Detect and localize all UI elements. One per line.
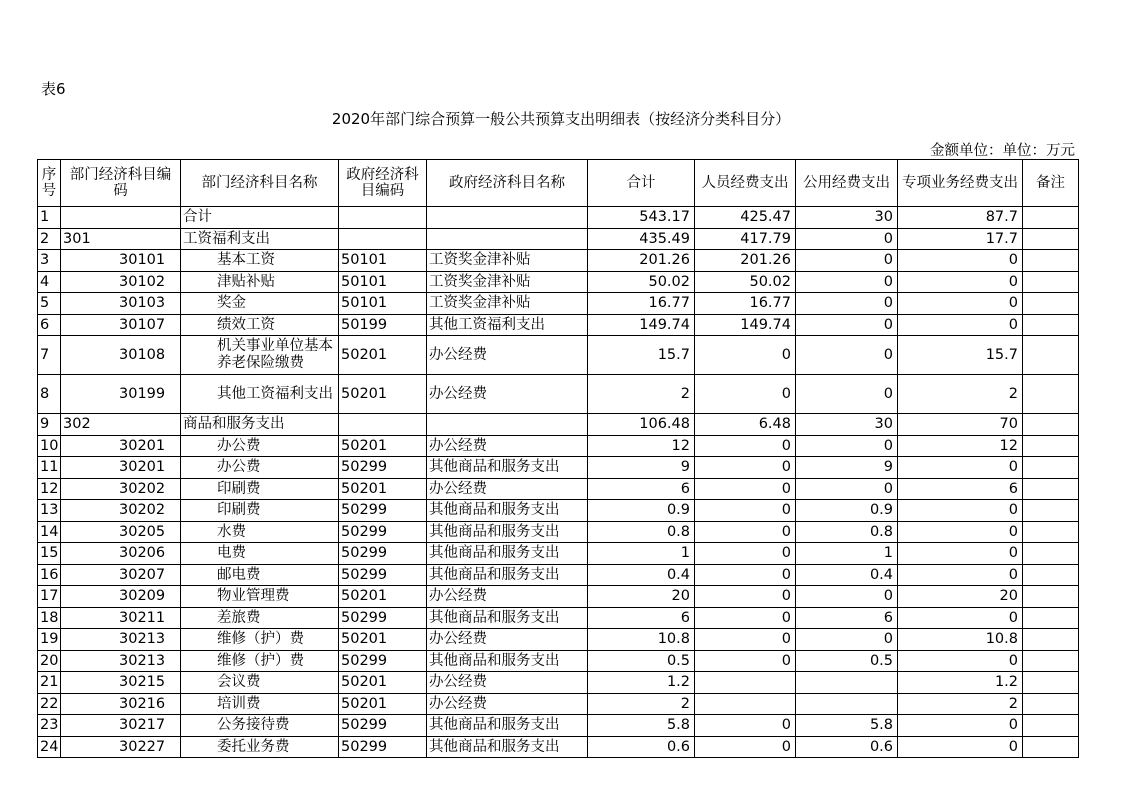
cell-personnel: 0 bbox=[695, 736, 796, 758]
cell-total: 1 bbox=[588, 543, 695, 565]
cell-personnel: 0 bbox=[695, 715, 796, 737]
cell-seq: 18 bbox=[38, 607, 61, 629]
cell-gov-code: 50201 bbox=[339, 375, 427, 414]
cell-seq: 13 bbox=[38, 500, 61, 522]
cell-seq: 3 bbox=[38, 250, 61, 272]
cell-special: 15.7 bbox=[898, 336, 1023, 375]
page-title: 2020年部门综合预算一般公共预算支出明细表（按经济分类科目分） bbox=[331, 110, 791, 128]
cell-dept-name: 其他工资福利支出 bbox=[181, 375, 339, 414]
cell-personnel: 0 bbox=[695, 543, 796, 565]
cell-seq: 12 bbox=[38, 478, 61, 500]
cell-special: 17.7 bbox=[898, 228, 1023, 250]
cell-gov-code bbox=[339, 228, 427, 250]
cell-gov-code: 50299 bbox=[339, 607, 427, 629]
cell-dept-code: 30201 bbox=[61, 457, 181, 479]
cell-total: 201.26 bbox=[588, 250, 695, 272]
table-number: 表6 bbox=[41, 80, 66, 98]
cell-dept-code: 30206 bbox=[61, 543, 181, 565]
cell-gov-code: 50299 bbox=[339, 500, 427, 522]
cell-dept-code: 30217 bbox=[61, 715, 181, 737]
cell-seq: 4 bbox=[38, 271, 61, 293]
cell-remark bbox=[1023, 736, 1079, 758]
cell-special: 0 bbox=[898, 250, 1023, 272]
table-row bbox=[38, 693, 1079, 715]
cell-public: 0 bbox=[796, 293, 898, 315]
cell-public: 0.6 bbox=[796, 736, 898, 758]
cell-gov-code: 50299 bbox=[339, 650, 427, 672]
cell-personnel: 0 bbox=[695, 336, 796, 375]
cell-seq: 1 bbox=[38, 207, 61, 229]
cell-dept-code: 30227 bbox=[61, 736, 181, 758]
cell-dept-code: 30101 bbox=[61, 250, 181, 272]
header-public: 公用经费支出 bbox=[796, 160, 898, 207]
cell-seq: 21 bbox=[38, 672, 61, 694]
cell-public: 6 bbox=[796, 607, 898, 629]
cell-gov-code: 50299 bbox=[339, 736, 427, 758]
header-personnel: 人员经费支出 bbox=[695, 160, 796, 207]
cell-gov-name: 办公经费 bbox=[427, 672, 588, 694]
cell-personnel: 417.79 bbox=[695, 228, 796, 250]
cell-dept-code: 30211 bbox=[61, 607, 181, 629]
cell-special: 0 bbox=[898, 607, 1023, 629]
cell-public: 0.5 bbox=[796, 650, 898, 672]
cell-personnel: 0 bbox=[695, 500, 796, 522]
table-row bbox=[38, 207, 1079, 229]
cell-gov-name: 办公经费 bbox=[427, 586, 588, 608]
cell-dept-name: 邮电费 bbox=[181, 564, 339, 586]
cell-dept-code: 301 bbox=[61, 228, 181, 250]
cell-remark bbox=[1023, 414, 1079, 436]
cell-gov-code: 50199 bbox=[339, 314, 427, 336]
table-row bbox=[38, 293, 1079, 315]
cell-dept-code: 30102 bbox=[61, 271, 181, 293]
table-body bbox=[38, 207, 1079, 758]
cell-public: 1 bbox=[796, 543, 898, 565]
cell-dept-name: 印刷费 bbox=[181, 500, 339, 522]
cell-personnel: 0 bbox=[695, 521, 796, 543]
cell-gov-code: 50101 bbox=[339, 293, 427, 315]
cell-gov-name: 其他商品和服务支出 bbox=[427, 457, 588, 479]
cell-seq: 10 bbox=[38, 435, 61, 457]
cell-dept-code: 30199 bbox=[61, 375, 181, 414]
cell-gov-code: 50101 bbox=[339, 250, 427, 272]
cell-personnel: 50.02 bbox=[695, 271, 796, 293]
cell-remark bbox=[1023, 375, 1079, 414]
cell-seq: 5 bbox=[38, 293, 61, 315]
cell-dept-name: 奖金 bbox=[181, 293, 339, 315]
table-row bbox=[38, 250, 1079, 272]
cell-total: 6 bbox=[588, 478, 695, 500]
cell-remark bbox=[1023, 271, 1079, 293]
cell-remark bbox=[1023, 607, 1079, 629]
cell-dept-code: 30207 bbox=[61, 564, 181, 586]
cell-gov-code bbox=[339, 207, 427, 229]
cell-personnel bbox=[695, 693, 796, 715]
table-row bbox=[38, 314, 1079, 336]
table-row bbox=[38, 521, 1079, 543]
cell-total: 435.49 bbox=[588, 228, 695, 250]
cell-dept-code bbox=[61, 207, 181, 229]
table-row bbox=[38, 375, 1079, 414]
cell-dept-name: 机关事业单位基本养老保险缴费 bbox=[181, 336, 339, 375]
cell-total: 0.9 bbox=[588, 500, 695, 522]
cell-remark bbox=[1023, 435, 1079, 457]
cell-seq: 16 bbox=[38, 564, 61, 586]
cell-special: 87.7 bbox=[898, 207, 1023, 229]
cell-public: 0 bbox=[796, 336, 898, 375]
cell-dept-code: 30202 bbox=[61, 500, 181, 522]
table-row bbox=[38, 672, 1079, 694]
cell-dept-name: 培训费 bbox=[181, 693, 339, 715]
cell-gov-code: 50201 bbox=[339, 478, 427, 500]
table-row bbox=[38, 414, 1079, 436]
cell-gov-name: 其他商品和服务支出 bbox=[427, 500, 588, 522]
cell-remark bbox=[1023, 521, 1079, 543]
cell-total: 16.77 bbox=[588, 293, 695, 315]
cell-gov-name: 其他商品和服务支出 bbox=[427, 564, 588, 586]
cell-dept-name: 水费 bbox=[181, 521, 339, 543]
cell-dept-name: 办公费 bbox=[181, 457, 339, 479]
cell-gov-name: 其他商品和服务支出 bbox=[427, 650, 588, 672]
cell-gov-name: 其他商品和服务支出 bbox=[427, 607, 588, 629]
cell-total: 15.7 bbox=[588, 336, 695, 375]
cell-special: 1.2 bbox=[898, 672, 1023, 694]
cell-dept-name: 委托业务费 bbox=[181, 736, 339, 758]
table-row bbox=[38, 586, 1079, 608]
table-row bbox=[38, 500, 1079, 522]
header-total: 合计 bbox=[588, 160, 695, 207]
cell-personnel bbox=[695, 672, 796, 694]
cell-public: 0 bbox=[796, 271, 898, 293]
cell-total: 20 bbox=[588, 586, 695, 608]
cell-total: 9 bbox=[588, 457, 695, 479]
cell-personnel: 0 bbox=[695, 607, 796, 629]
unit-note: 金额单位：单位：万元 bbox=[930, 143, 1075, 159]
cell-special: 0 bbox=[898, 293, 1023, 315]
cell-special: 0 bbox=[898, 715, 1023, 737]
cell-public: 0 bbox=[796, 478, 898, 500]
cell-personnel: 0 bbox=[695, 564, 796, 586]
cell-seq: 7 bbox=[38, 336, 61, 375]
cell-special: 20 bbox=[898, 586, 1023, 608]
cell-public: 0 bbox=[796, 314, 898, 336]
cell-gov-name: 工资奖金津补贴 bbox=[427, 293, 588, 315]
cell-total: 2 bbox=[588, 375, 695, 414]
cell-dept-code: 30216 bbox=[61, 693, 181, 715]
cell-gov-code: 50299 bbox=[339, 564, 427, 586]
cell-personnel: 201.26 bbox=[695, 250, 796, 272]
cell-dept-name: 电费 bbox=[181, 543, 339, 565]
cell-public: 30 bbox=[796, 207, 898, 229]
cell-total: 5.8 bbox=[588, 715, 695, 737]
cell-gov-name: 工资奖金津补贴 bbox=[427, 250, 588, 272]
cell-dept-code: 30215 bbox=[61, 672, 181, 694]
header-remark: 备注 bbox=[1023, 160, 1079, 207]
cell-seq: 15 bbox=[38, 543, 61, 565]
cell-seq: 2 bbox=[38, 228, 61, 250]
cell-dept-code: 30213 bbox=[61, 650, 181, 672]
header-dept-code: 部门经济科目编码 bbox=[61, 160, 181, 207]
cell-gov-code: 50201 bbox=[339, 693, 427, 715]
cell-public: 0 bbox=[796, 228, 898, 250]
header-special: 专项业务经费支出 bbox=[898, 160, 1023, 207]
cell-personnel: 0 bbox=[695, 586, 796, 608]
cell-dept-code: 30108 bbox=[61, 336, 181, 375]
cell-remark bbox=[1023, 478, 1079, 500]
cell-special: 2 bbox=[898, 693, 1023, 715]
cell-dept-name: 会议费 bbox=[181, 672, 339, 694]
cell-public bbox=[796, 672, 898, 694]
cell-gov-name: 其他商品和服务支出 bbox=[427, 736, 588, 758]
cell-special: 0 bbox=[898, 314, 1023, 336]
cell-total: 106.48 bbox=[588, 414, 695, 436]
cell-seq: 6 bbox=[38, 314, 61, 336]
cell-gov-name: 办公经费 bbox=[427, 478, 588, 500]
cell-special: 10.8 bbox=[898, 629, 1023, 651]
cell-personnel: 0 bbox=[695, 629, 796, 651]
cell-seq: 23 bbox=[38, 715, 61, 737]
cell-gov-code: 50299 bbox=[339, 715, 427, 737]
cell-dept-code: 30107 bbox=[61, 314, 181, 336]
cell-public bbox=[796, 693, 898, 715]
cell-personnel: 0 bbox=[695, 478, 796, 500]
cell-total: 0.4 bbox=[588, 564, 695, 586]
table-row bbox=[38, 271, 1079, 293]
cell-remark bbox=[1023, 293, 1079, 315]
cell-special: 0 bbox=[898, 271, 1023, 293]
cell-personnel: 149.74 bbox=[695, 314, 796, 336]
table-row bbox=[38, 650, 1079, 672]
cell-seq: 24 bbox=[38, 736, 61, 758]
table-row bbox=[38, 564, 1079, 586]
cell-dept-name: 物业管理费 bbox=[181, 586, 339, 608]
cell-total: 6 bbox=[588, 607, 695, 629]
cell-gov-name bbox=[427, 228, 588, 250]
cell-dept-code: 30209 bbox=[61, 586, 181, 608]
cell-dept-name: 商品和服务支出 bbox=[181, 414, 339, 436]
cell-special: 0 bbox=[898, 650, 1023, 672]
cell-personnel: 6.48 bbox=[695, 414, 796, 436]
cell-special: 2 bbox=[898, 375, 1023, 414]
cell-remark bbox=[1023, 650, 1079, 672]
table-row bbox=[38, 336, 1079, 375]
cell-personnel: 0 bbox=[695, 650, 796, 672]
table-row bbox=[38, 736, 1079, 758]
cell-seq: 17 bbox=[38, 586, 61, 608]
cell-personnel: 0 bbox=[695, 457, 796, 479]
cell-total: 12 bbox=[588, 435, 695, 457]
cell-dept-name: 津贴补贴 bbox=[181, 271, 339, 293]
cell-total: 543.17 bbox=[588, 207, 695, 229]
cell-special: 0 bbox=[898, 564, 1023, 586]
cell-special: 0 bbox=[898, 736, 1023, 758]
cell-remark bbox=[1023, 564, 1079, 586]
cell-seq: 8 bbox=[38, 375, 61, 414]
budget-table bbox=[37, 159, 1079, 758]
cell-public: 0 bbox=[796, 586, 898, 608]
cell-remark bbox=[1023, 336, 1079, 375]
cell-total: 0.6 bbox=[588, 736, 695, 758]
cell-seq: 11 bbox=[38, 457, 61, 479]
cell-dept-name: 基本工资 bbox=[181, 250, 339, 272]
cell-dept-name: 绩效工资 bbox=[181, 314, 339, 336]
cell-seq: 19 bbox=[38, 629, 61, 651]
cell-remark bbox=[1023, 500, 1079, 522]
cell-remark bbox=[1023, 543, 1079, 565]
cell-gov-name: 办公经费 bbox=[427, 693, 588, 715]
cell-gov-name: 其他商品和服务支出 bbox=[427, 521, 588, 543]
cell-gov-name: 办公经费 bbox=[427, 375, 588, 414]
cell-dept-name: 公务接待费 bbox=[181, 715, 339, 737]
cell-dept-code: 30201 bbox=[61, 435, 181, 457]
cell-gov-name: 工资奖金津补贴 bbox=[427, 271, 588, 293]
cell-public: 0 bbox=[796, 375, 898, 414]
cell-special: 12 bbox=[898, 435, 1023, 457]
cell-public: 0.4 bbox=[796, 564, 898, 586]
cell-public: 0 bbox=[796, 250, 898, 272]
cell-public: 0.8 bbox=[796, 521, 898, 543]
cell-remark bbox=[1023, 250, 1079, 272]
table-row bbox=[38, 478, 1079, 500]
cell-dept-code: 30205 bbox=[61, 521, 181, 543]
table-row bbox=[38, 607, 1079, 629]
table-row bbox=[38, 435, 1079, 457]
cell-gov-name: 其他商品和服务支出 bbox=[427, 543, 588, 565]
cell-special: 0 bbox=[898, 500, 1023, 522]
cell-special: 0 bbox=[898, 521, 1023, 543]
cell-special: 6 bbox=[898, 478, 1023, 500]
cell-public: 0 bbox=[796, 435, 898, 457]
cell-dept-code: 30202 bbox=[61, 478, 181, 500]
cell-gov-code: 50201 bbox=[339, 435, 427, 457]
cell-total: 2 bbox=[588, 693, 695, 715]
cell-seq: 14 bbox=[38, 521, 61, 543]
table-row bbox=[38, 715, 1079, 737]
cell-remark bbox=[1023, 314, 1079, 336]
cell-dept-name: 差旅费 bbox=[181, 607, 339, 629]
cell-remark bbox=[1023, 457, 1079, 479]
cell-seq: 9 bbox=[38, 414, 61, 436]
cell-public: 9 bbox=[796, 457, 898, 479]
cell-gov-name: 办公经费 bbox=[427, 435, 588, 457]
cell-seq: 20 bbox=[38, 650, 61, 672]
cell-seq: 22 bbox=[38, 693, 61, 715]
cell-public: 0.9 bbox=[796, 500, 898, 522]
cell-personnel: 0 bbox=[695, 375, 796, 414]
cell-gov-code: 50201 bbox=[339, 586, 427, 608]
cell-remark bbox=[1023, 693, 1079, 715]
cell-remark bbox=[1023, 672, 1079, 694]
cell-personnel: 0 bbox=[695, 435, 796, 457]
cell-total: 1.2 bbox=[588, 672, 695, 694]
header-seq: 序号 bbox=[38, 160, 61, 207]
cell-gov-name bbox=[427, 207, 588, 229]
table-row bbox=[38, 228, 1079, 250]
cell-total: 10.8 bbox=[588, 629, 695, 651]
header-row bbox=[38, 160, 1079, 207]
cell-dept-name: 合计 bbox=[181, 207, 339, 229]
cell-gov-code: 50299 bbox=[339, 543, 427, 565]
cell-special: 70 bbox=[898, 414, 1023, 436]
cell-total: 50.02 bbox=[588, 271, 695, 293]
cell-dept-name: 办公费 bbox=[181, 435, 339, 457]
cell-remark bbox=[1023, 629, 1079, 651]
cell-special: 0 bbox=[898, 543, 1023, 565]
cell-public: 0 bbox=[796, 629, 898, 651]
cell-special: 0 bbox=[898, 457, 1023, 479]
cell-dept-name: 维修（护）费 bbox=[181, 629, 339, 651]
table-row bbox=[38, 543, 1079, 565]
cell-gov-code: 50101 bbox=[339, 271, 427, 293]
header-dept-name: 部门经济科目名称 bbox=[181, 160, 339, 207]
cell-dept-name: 工资福利支出 bbox=[181, 228, 339, 250]
cell-gov-name: 办公经费 bbox=[427, 336, 588, 375]
cell-remark bbox=[1023, 586, 1079, 608]
cell-total: 149.74 bbox=[588, 314, 695, 336]
cell-gov-code: 50299 bbox=[339, 457, 427, 479]
cell-personnel: 16.77 bbox=[695, 293, 796, 315]
cell-gov-code: 50201 bbox=[339, 336, 427, 375]
cell-gov-code: 50201 bbox=[339, 629, 427, 651]
cell-gov-name: 其他工资福利支出 bbox=[427, 314, 588, 336]
cell-dept-code: 30103 bbox=[61, 293, 181, 315]
cell-remark bbox=[1023, 228, 1079, 250]
header-gov-name: 政府经济科目名称 bbox=[427, 160, 588, 207]
header-gov-code: 政府经济科目编码 bbox=[339, 160, 427, 207]
cell-dept-code: 302 bbox=[61, 414, 181, 436]
cell-total: 0.5 bbox=[588, 650, 695, 672]
cell-gov-code bbox=[339, 414, 427, 436]
cell-gov-code: 50201 bbox=[339, 672, 427, 694]
cell-gov-name: 办公经费 bbox=[427, 629, 588, 651]
cell-dept-code: 30213 bbox=[61, 629, 181, 651]
table-row bbox=[38, 457, 1079, 479]
table-row bbox=[38, 629, 1079, 651]
cell-dept-name: 印刷费 bbox=[181, 478, 339, 500]
cell-gov-name: 其他商品和服务支出 bbox=[427, 715, 588, 737]
cell-gov-code: 50299 bbox=[339, 521, 427, 543]
cell-gov-name bbox=[427, 414, 588, 436]
cell-total: 0.8 bbox=[588, 521, 695, 543]
cell-remark bbox=[1023, 715, 1079, 737]
cell-remark bbox=[1023, 207, 1079, 229]
cell-dept-name: 维修（护）费 bbox=[181, 650, 339, 672]
cell-public: 5.8 bbox=[796, 715, 898, 737]
cell-public: 30 bbox=[796, 414, 898, 436]
cell-personnel: 425.47 bbox=[695, 207, 796, 229]
